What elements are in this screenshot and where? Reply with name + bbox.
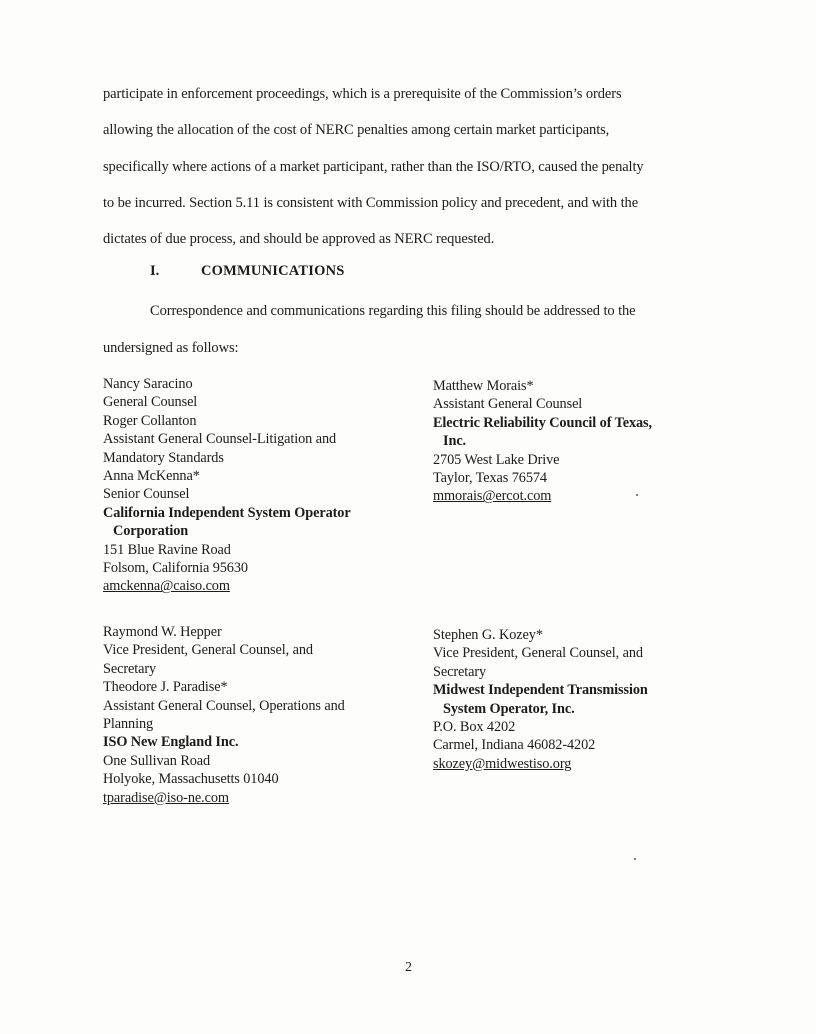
- address-line: Holyoke, Massachusetts 01040: [103, 771, 279, 788]
- address-line: 2705 West Lake Drive: [433, 451, 560, 468]
- contact-block-caiso: [103, 375, 351, 596]
- contact-line: Stephen G. Kozey*: [433, 627, 543, 643]
- body-line-4: to be incurred. Section 5.11 is consistent with Commission policy and precedent, and with the: [103, 195, 639, 211]
- contact-line: Assistant General Counsel-Litigation and: [103, 431, 337, 448]
- contact-line: Roger Collanton: [103, 412, 197, 429]
- contact-line: Mandatory Standards: [103, 449, 224, 466]
- contact-line: Vice President, General Counsel, and: [433, 645, 643, 662]
- email-link[interactable]: mmorais@ercot.com: [433, 488, 552, 505]
- contact-line: Nancy Saracino: [103, 376, 193, 392]
- contact-line: Matthew Morais*: [433, 378, 534, 394]
- contact-line: Raymond W. Hepper: [103, 624, 222, 640]
- body-line-3: specifically where actions of a market participant, rather than the ISO/RTO, caused the penalty: [103, 159, 644, 175]
- contact-line: Anna McKenna*: [103, 468, 200, 485]
- scan-speck: [636, 494, 638, 496]
- email-link[interactable]: tparadise@iso-ne.com: [103, 789, 229, 806]
- body-line-5: dictates of due process, and should be approved as NERC requested.: [103, 231, 495, 247]
- contact-block-miso: [433, 626, 648, 773]
- organization-name: Electric Reliability Council of Texas,: [433, 414, 652, 431]
- contact-block-ercot: [433, 377, 652, 506]
- address-line: Folsom, California 95630: [103, 560, 248, 577]
- section-title: COMMUNICATIONS: [201, 263, 345, 279]
- contact-line: Secretary: [103, 660, 157, 677]
- contact-line: Secretary: [433, 663, 487, 680]
- intro-line-1: Correspondence and communications regarding this filing should be addressed to the: [150, 303, 636, 319]
- organization-name-continued: Corporation: [113, 523, 189, 540]
- address-line: 151 Blue Ravine Road: [103, 541, 231, 558]
- contact-line: General Counsel: [103, 394, 198, 411]
- address-line: One Sullivan Road: [103, 752, 211, 769]
- body-line-1: participate in enforcement proceedings, which is a prerequisite of the Commission’s orders: [103, 86, 622, 102]
- contact-line: Senior Counsel: [103, 486, 190, 503]
- contact-line: Vice President, General Counsel, and: [103, 642, 313, 659]
- organization-name-continued: Inc.: [443, 433, 467, 450]
- organization-name-continued: System Operator, Inc.: [443, 700, 575, 717]
- page-number: 2: [405, 960, 412, 975]
- intro-line-2: undersigned as follows:: [103, 340, 239, 356]
- address-line: Carmel, Indiana 46082-4202: [433, 737, 596, 754]
- organization-name: Midwest Independent Transmission: [433, 682, 648, 699]
- address-line: P.O. Box 4202: [433, 719, 516, 736]
- contact-line: Assistant General Counsel: [433, 396, 583, 413]
- email-link[interactable]: skozey@midwestiso.org: [433, 755, 572, 772]
- body-line-2: allowing the allocation of the cost of NERC penalties among certain market participants,: [103, 122, 610, 138]
- address-line: Taylor, Texas 76574: [433, 470, 547, 487]
- contact-line: Planning: [103, 716, 154, 733]
- email-link[interactable]: amckenna@caiso.com: [103, 578, 230, 595]
- contact-block-isone: [103, 623, 345, 807]
- organization-name: California Independent System Operator: [103, 504, 351, 521]
- scan-speck: [634, 858, 636, 860]
- contact-line: Assistant General Counsel, Operations and: [103, 697, 345, 714]
- section-number: I.: [150, 263, 160, 279]
- organization-name: ISO New England Inc.: [103, 734, 239, 751]
- contact-line: Theodore J. Paradise*: [103, 679, 228, 696]
